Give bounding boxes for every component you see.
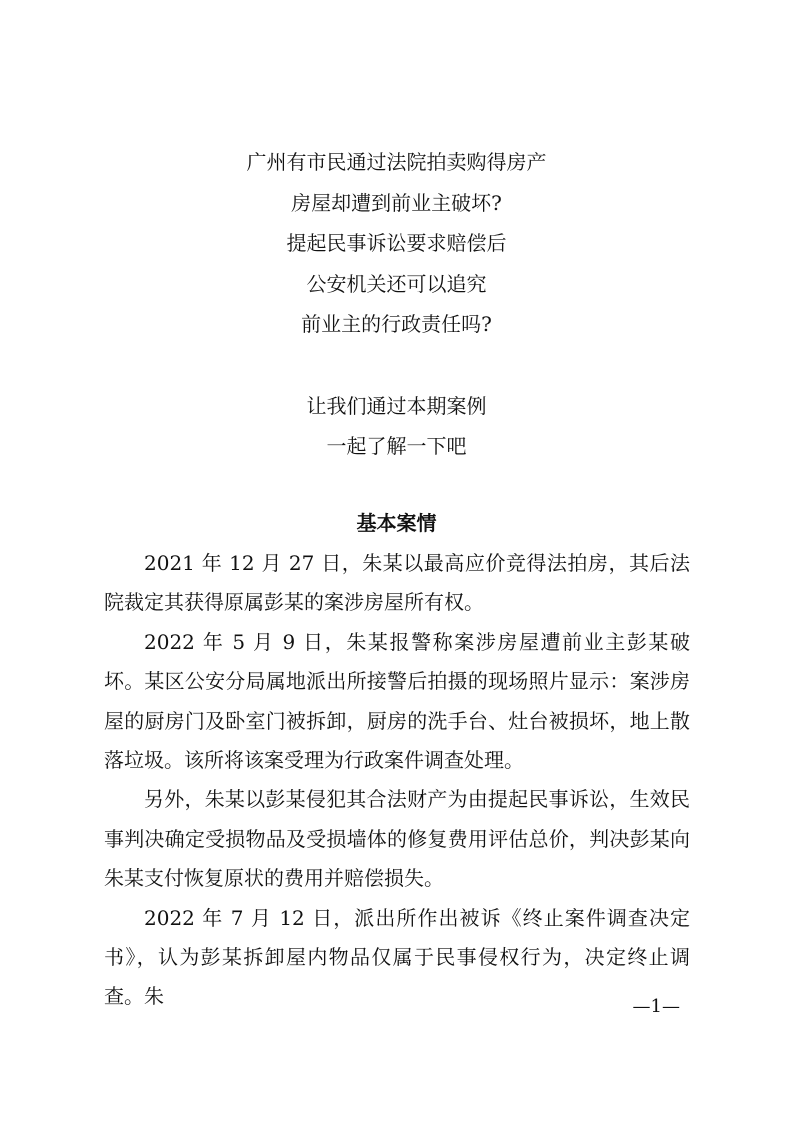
- paragraph: 2021 年 12 月 27 日，朱某以最高应价竞得法拍房，其后法院裁定其获得原属彭某的案涉房屋所有权。: [104, 551, 690, 615]
- cta-line: 让我们通过本期案例: [306, 393, 487, 418]
- intro-line: 公安机关还可以追究: [306, 271, 487, 296]
- paragraph: 2022 年 7 月 12 日，派出所作出被诉《终止案件调查决定书》，认为彭某拆卸屋内物品仅属于民事侵权行为，决定终止调查。朱: [104, 905, 690, 1009]
- intro-spacer: [0, 345, 793, 386]
- cta-line: 一起了解一下吧: [326, 434, 467, 458]
- paragraph: 2022 年 5 月 9 日，朱某报警称案涉房屋遭前业主彭某破坏。某区公安分局属地派出所接警后拍摄的现场照片显示：案涉房屋的厨房门及卧室门被拆卸，厨房的洗手台、灶台被损坏，地上散落垃圾。该所将该案受理为行政案件调查处理。: [104, 629, 690, 773]
- intro-line: 广州有市民通过法院拍卖购得房产: [246, 150, 547, 174]
- paragraph: 另外，朱某以彭某侵犯其合法财产为由提起民事诉讼，生效民事判决确定受损物品及受损墙体的修复费用评估总价，判决彭某向朱某支付恢复原状的费用并赔偿损失。: [104, 787, 690, 891]
- intro-line: 前业主的行政责任吗?: [301, 312, 492, 336]
- intro-block: [0, 142, 793, 467]
- intro-line: 提起民事诉讼要求赔偿后: [286, 231, 507, 255]
- intro-line: 房屋却遭到前业主破坏?: [291, 190, 502, 215]
- case-body: [104, 544, 690, 1017]
- section-heading: 基本案情: [356, 511, 437, 535]
- page-number: —1—: [632, 996, 680, 1017]
